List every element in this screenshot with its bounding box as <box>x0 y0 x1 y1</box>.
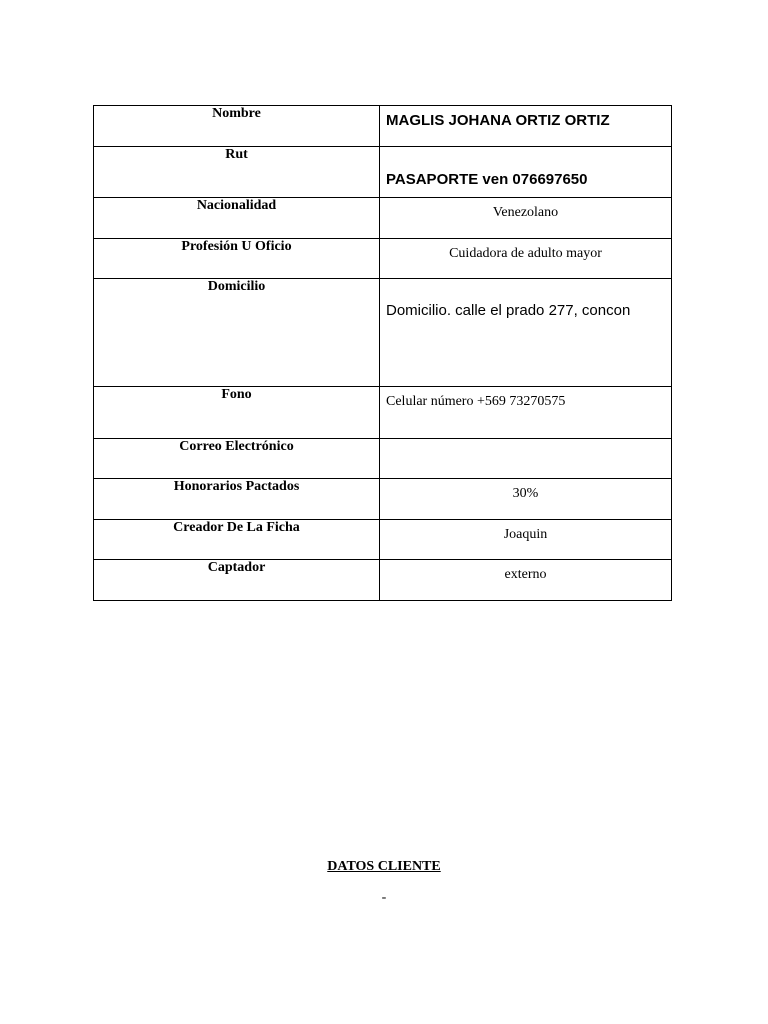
label-domicilio: Domicilio <box>94 279 380 387</box>
table-row-captador <box>94 560 672 601</box>
value-profesion-text: Cuidadora de adulto mayor <box>449 246 602 261</box>
value-correo <box>380 439 672 479</box>
label-creador: Creador De La Ficha <box>94 520 380 560</box>
label-nombre: Nombre <box>94 106 380 147</box>
label-captador: Captador <box>94 560 380 601</box>
table-row-nacionalidad <box>94 198 672 239</box>
value-creador-text: Joaquin <box>503 527 548 542</box>
label-profesion: Profesión U Oficio <box>94 239 380 279</box>
label-honorarios: Honorarios Pactados <box>94 479 380 520</box>
value-nacionalidad-text: Venezolano <box>492 205 559 220</box>
dash-separator: - <box>381 890 387 905</box>
value-creador <box>380 520 672 560</box>
value-nacionalidad <box>380 198 672 239</box>
section-title: DATOS CLIENTE <box>327 859 441 874</box>
value-nombre-text: MAGLIS JOHANA ORTIZ ORTIZ <box>386 112 610 129</box>
table-row-profesion <box>94 239 672 279</box>
value-domicilio <box>380 279 672 387</box>
client-data-table <box>93 105 672 601</box>
table-row-correo <box>94 439 672 479</box>
value-profesion <box>380 239 672 279</box>
value-honorarios-text: 30% <box>512 486 539 501</box>
label-fono: Fono <box>94 387 380 439</box>
value-nombre <box>380 106 672 147</box>
value-rut <box>380 147 672 198</box>
label-nacionalidad: Nacionalidad <box>94 198 380 239</box>
value-domicilio-text: Domicilio. calle el prado 277, concon <box>386 302 631 319</box>
value-rut-text: PASAPORTE ven 076697650 <box>386 171 588 188</box>
label-rut: Rut <box>94 147 380 198</box>
value-fono <box>380 387 672 439</box>
value-captador-text: externo <box>504 567 547 582</box>
table-row-fono <box>94 387 672 439</box>
value-fono-text: Celular número +569 73270575 <box>386 394 566 409</box>
table-row-rut <box>94 147 672 198</box>
table-row-domicilio <box>94 279 672 387</box>
table-row-nombre <box>94 106 672 147</box>
value-honorarios <box>380 479 672 520</box>
value-captador <box>380 560 672 601</box>
label-correo: Correo Electrónico <box>94 439 380 479</box>
table-row-creador <box>94 520 672 560</box>
value-correo-text <box>380 439 671 446</box>
table-row-honorarios <box>94 479 672 520</box>
